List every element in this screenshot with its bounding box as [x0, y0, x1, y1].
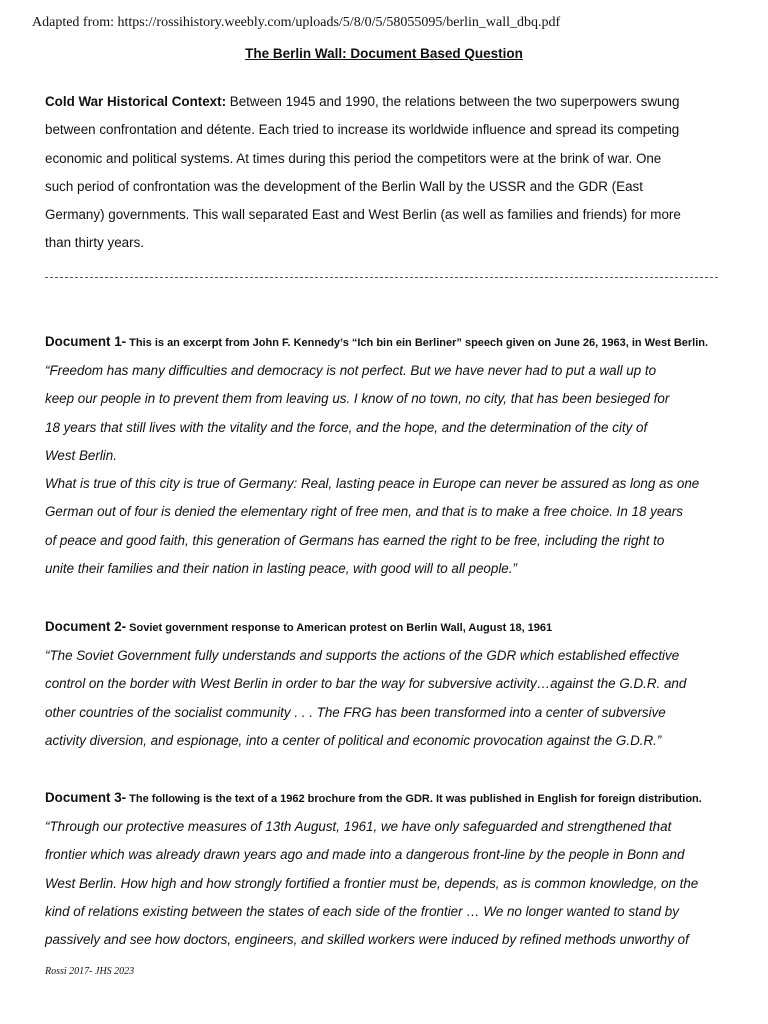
document-2-description: Soviet government response to American protest on Berlin Wall, August 18, 1961 — [126, 622, 553, 634]
quote-line: “Through our protective measures of 13th August, 1961, we have only safeguarded and strengthened that — [45, 819, 672, 834]
context-text: Between 1945 and 1990, the relations between the two superpowers swung — [226, 94, 680, 109]
document-1-heading — [45, 334, 735, 349]
context-line: Germany) governments. This wall separated East and West Berlin (as well as families and friends) for more — [45, 207, 681, 223]
quote-line: unite their families and their nation in lasting peace, with good will to all people.” — [45, 561, 517, 577]
document-1-quote — [45, 357, 735, 583]
document-2-label: Document 2- — [45, 619, 127, 634]
document-2-quote — [45, 642, 735, 755]
context-label: Cold War Historical Context: — [45, 94, 227, 109]
source-citation: Adapted from: https://rossihistory.weebly.com/uploads/5/8/0/5/58055095/berlin_wall_dbq.pdf — [32, 15, 561, 30]
quote-line: other countries of the socialist community . . . The FRG has been transformed into a center of subversive — [45, 704, 666, 720]
quote-line: control on the border with West Berlin in order to bar the way for subversive activity…against the G.D.R. and — [45, 676, 687, 692]
document-1-label: Document 1- — [45, 334, 127, 349]
quote-line: German out of four is denied the elementary right of free men, and that is to make a free choice. In 18 years — [45, 504, 683, 520]
quote-line: 18 years that still lives with the vitality and the force, and the hope, and the determination of the city of — [45, 419, 648, 435]
quote-line: “The Soviet Government fully understands and supports the actions of the GDR which established effective — [45, 648, 680, 663]
context-line — [45, 88, 735, 116]
page-footer: Rossi 2017- JHS 2023 — [45, 966, 135, 977]
context-line: such period of confrontation was the development of the Berlin Wall by the USSR and the GDR (East — [45, 178, 643, 194]
page-title: The Berlin Wall: Document Based Question — [245, 46, 523, 61]
context-line: than thirty years. — [45, 235, 144, 251]
document-3-heading — [45, 790, 735, 805]
historical-context — [45, 88, 735, 258]
quote-line: “Freedom has many difficulties and democracy is not perfect. But we have never had to put a wall up to — [45, 363, 657, 378]
quote-line: West Berlin. How high and how strongly fortified a frontier must be, depends, as is common knowledge, on the — [45, 875, 699, 891]
document-3-description: The following is the text of a 1962 brochure from the GDR. It was published in English for foreign distribution. — [126, 793, 702, 805]
dashed-divider — [45, 277, 718, 278]
context-line: between confrontation and détente. Each tried to increase its worldwide influence and spread its competing — [45, 122, 680, 138]
quote-line: kind of relations existing between the states of each side of the frontier … We no longer wanted to stand by — [45, 903, 679, 919]
quote-line: activity diversion, and espionage, into a center of political and economic provocation against the G.D.R.” — [45, 732, 662, 748]
document-3-label: Document 3- — [45, 790, 127, 805]
quote-line: West Berlin. — [45, 447, 117, 463]
document-1-description: This is an excerpt from John F. Kennedy’s “Ich bin ein Berliner” speech given on June 26, 1963, in West Berlin. — [126, 337, 709, 349]
quote-line: passively and see how doctors, engineers, and skilled workers were induced by refined methods unworthy of — [45, 932, 689, 948]
quote-line: What is true of this city is true of Germany: Real, lasting peace in Europe can never be assured as long as one — [45, 476, 700, 492]
quote-line: of peace and good faith, this generation of Germans has earned the right to be free, including the right to — [45, 532, 665, 548]
document-3-quote — [45, 813, 735, 954]
quote-line: frontier which was already drawn years ago and made into a dangerous front-line by the people in Bonn and — [45, 847, 685, 863]
document-2-heading — [45, 619, 735, 634]
quote-line: keep our people in to prevent them from leaving us. I know of no town, no city, that has been besieged for — [45, 391, 670, 407]
context-line: economic and political systems. At times during this period the competitors were at the brink of war. One — [45, 150, 662, 166]
